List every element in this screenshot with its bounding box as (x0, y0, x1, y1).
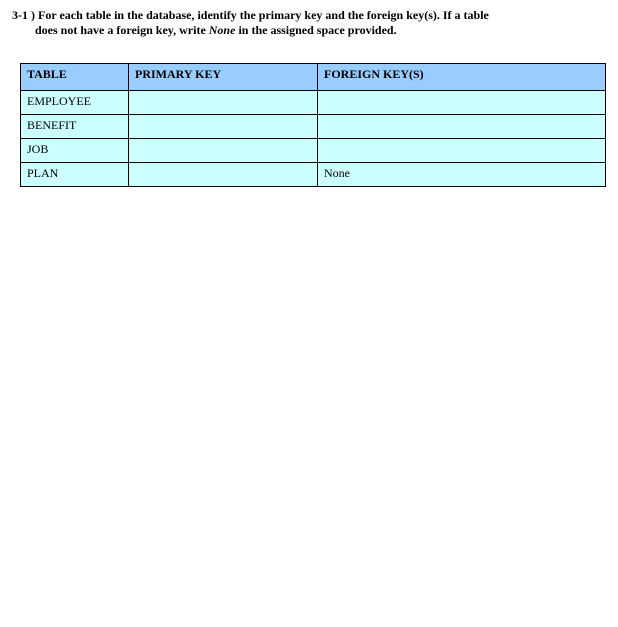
question-line-2-before: does not have a foreign key, write (35, 23, 206, 37)
cell-table-name: JOB (21, 139, 129, 163)
keys-table (20, 63, 606, 187)
cell-table-name: EMPLOYEE (21, 91, 129, 115)
cell-primary-key[interactable] (129, 91, 318, 115)
table-row (21, 139, 606, 163)
cell-foreign-keys[interactable] (318, 91, 606, 115)
header-foreign-keys: FOREIGN KEY(S) (318, 64, 606, 91)
question-line-2-italic: None (208, 23, 236, 37)
table-header-row (21, 64, 606, 91)
cell-table-name: BENEFIT (21, 115, 129, 139)
header-primary-key: PRIMARY KEY (129, 64, 318, 91)
table-row (21, 163, 606, 187)
cell-foreign-keys[interactable]: None (318, 163, 606, 187)
question-line-2-after: in the assigned space provided. (238, 23, 397, 37)
question-text (12, 8, 602, 38)
question-line-2 (12, 23, 602, 38)
header-table: TABLE (21, 64, 129, 91)
question-number: 3-1 ) (12, 8, 35, 22)
table-row (21, 115, 606, 139)
cell-primary-key[interactable] (129, 163, 318, 187)
table-row (21, 91, 606, 115)
cell-table-name: PLAN (21, 163, 129, 187)
cell-foreign-keys[interactable] (318, 139, 606, 163)
cell-primary-key[interactable] (129, 115, 318, 139)
question-line-1: For each table in the database, identify the primary key and the foreign key(s). If a table (38, 8, 489, 22)
cell-foreign-keys[interactable] (318, 115, 606, 139)
cell-primary-key[interactable] (129, 139, 318, 163)
